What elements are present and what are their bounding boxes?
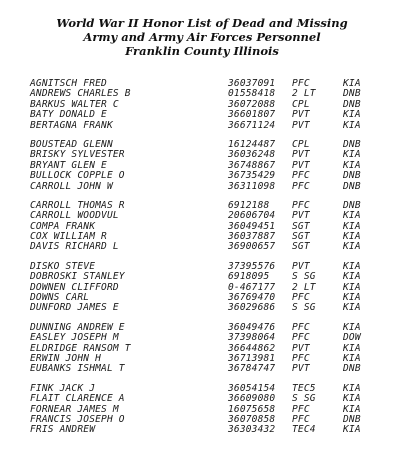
entry-name: ANDREWS CHARLES B (30, 88, 131, 100)
roster-group (30, 140, 390, 192)
entry-status: KIA (343, 321, 361, 333)
entry-serial: 36601807 (228, 109, 276, 121)
title-line-3: Franklin County Illinois (125, 44, 279, 58)
entry-name: FRANCIS JOSEPH O (30, 413, 125, 425)
roster-group (30, 323, 390, 375)
entry-serial: 36054154 (228, 382, 276, 394)
entry-status: KIA (343, 260, 361, 272)
entry-rank: PVT (292, 342, 310, 354)
entry-rank: SGT (292, 220, 310, 232)
entry-rank: PVT (292, 109, 310, 121)
roster-row (30, 394, 390, 404)
entry-rank: CPL (292, 98, 310, 110)
entry-status: KIA (343, 78, 361, 89)
entry-serial: 36049451 (228, 220, 276, 232)
entry-rank: PFC (292, 199, 310, 211)
entry-rank: TEC5 (292, 382, 316, 394)
entry-name: FINK JACK J (30, 382, 96, 394)
entry-status: DNB (343, 170, 361, 182)
entry-serial: 36748867 (228, 159, 276, 171)
entry-status: KIA (343, 159, 361, 171)
entry-status: KIA (343, 403, 361, 415)
entry-status: KIA (343, 149, 361, 161)
entry-status: DNB (343, 138, 361, 150)
entry-rank: PVT (292, 260, 310, 272)
entry-serial: 36049476 (228, 321, 276, 333)
entry-status: DNB (343, 180, 361, 192)
entry-name: ERWIN JOHN H (30, 352, 102, 364)
entry-serial: 36070858 (228, 413, 276, 425)
entry-name: FORNEAR JAMES M (30, 403, 119, 415)
entry-status: KIA (343, 109, 361, 121)
entry-rank: PFC (292, 332, 310, 344)
entry-name: COMPA FRANK (30, 220, 96, 232)
entry-serial: 36029686 (228, 302, 276, 314)
entry-status: DNB (343, 98, 361, 110)
entry-status: KIA (343, 424, 361, 436)
roster-row (30, 364, 390, 374)
entry-rank: PVT (292, 119, 310, 131)
entry-name: BERTAGNA FRANK (30, 119, 113, 131)
entry-status: KIA (343, 302, 361, 314)
entry-rank: PFC (292, 78, 310, 89)
entry-rank: PFC (292, 321, 310, 333)
entry-serial: 36311098 (228, 180, 276, 192)
entry-status: DNB (343, 363, 361, 375)
entry-status: DNB (343, 88, 361, 100)
entry-serial: 6912188 (228, 199, 270, 211)
entry-status: KIA (343, 210, 361, 222)
entry-name: BRISKY SYLVESTER (30, 149, 125, 161)
roster-row (30, 242, 390, 252)
entry-serial: 36037091 (228, 78, 276, 89)
entry-serial: 36037887 (228, 231, 276, 243)
entry-rank: SGT (292, 241, 310, 253)
entry-status: KIA (343, 231, 361, 243)
entry-serial: 37398064 (228, 332, 276, 344)
entry-status: KIA (343, 220, 361, 232)
entry-status: KIA (343, 382, 361, 394)
title-line-1: World War II Honor List of Dead and Missing (56, 16, 348, 30)
entry-rank: PVT (292, 159, 310, 171)
entry-status: KIA (343, 241, 361, 253)
entry-serial: 36769470 (228, 292, 276, 304)
entry-serial: 36609080 (228, 393, 276, 405)
entry-name: ELDRIDGE RANSOM T (30, 342, 131, 354)
entry-name: BOUSTEAD GLENN (30, 138, 113, 150)
entry-status: KIA (343, 292, 361, 304)
entry-serial: 16075658 (228, 403, 276, 415)
entry-name: EASLEY JOSEPH M (30, 332, 119, 344)
entry-serial: 36713981 (228, 352, 276, 364)
entry-status: KIA (343, 119, 361, 131)
entry-name: FRIS ANDREW (30, 424, 96, 436)
entry-name: CARROLL WOODVUL (30, 210, 119, 222)
entry-serial: 36644862 (228, 342, 276, 354)
entry-serial: 16124487 (228, 138, 276, 150)
roster-row (30, 182, 390, 192)
roster-row (30, 425, 390, 435)
entry-status: KIA (343, 342, 361, 354)
entry-rank: S SG (292, 302, 316, 314)
roster-group (30, 262, 390, 314)
title-line-2: Army and Army Air Forces Personnel (83, 30, 321, 44)
entry-name: FLAIT CLARENCE A (30, 393, 125, 405)
entry-name: COX WILLIAM R (30, 231, 107, 243)
entry-name: BARKUS WALTER C (30, 98, 119, 110)
entry-serial: 20606704 (228, 210, 276, 222)
roster-row (30, 171, 390, 181)
entry-rank: TEC4 (292, 424, 316, 436)
entry-status: KIA (343, 281, 361, 293)
entry-status: KIA (343, 352, 361, 364)
entry-rank: CPL (292, 138, 310, 150)
entry-name: DAVIS RICHARD L (30, 241, 119, 253)
entry-rank: PVT (292, 149, 310, 161)
entry-serial: 6918095 (228, 271, 270, 283)
entry-name: EUBANKS ISHMAL T (30, 363, 125, 375)
entry-name: BRYANT GLEN E (30, 159, 107, 171)
entry-status: KIA (343, 393, 361, 405)
entry-rank: 2 LT (292, 281, 316, 293)
entry-serial: 36303432 (228, 424, 276, 436)
entry-serial: 36072088 (228, 98, 276, 110)
entry-name: AGNITSCH FRED (30, 78, 107, 89)
entry-name: DOBROSKI STANLEY (30, 271, 125, 283)
entry-serial: 01558418 (228, 88, 276, 100)
entry-name: BATY DONALD E (30, 109, 107, 121)
entry-rank: PFC (292, 170, 310, 182)
entry-rank: PFC (292, 180, 310, 192)
entry-rank: PVT (292, 210, 310, 222)
document-title (0, 16, 404, 58)
entry-name: CARROLL THOMAS R (30, 199, 125, 211)
entry-name: DUNNING ANDREW E (30, 321, 125, 333)
entry-serial: 37395576 (228, 260, 276, 272)
entry-rank: PFC (292, 352, 310, 364)
entry-serial: 36900657 (228, 241, 276, 253)
entry-rank: PFC (292, 292, 310, 304)
entry-serial: 36735429 (228, 170, 276, 182)
entry-rank: 2 LT (292, 88, 316, 100)
entry-rank: SGT (292, 231, 310, 243)
entry-rank: PFC (292, 403, 310, 415)
entry-name: DISKO STEVE (30, 260, 96, 272)
entry-status: DOW (343, 332, 361, 344)
honor-roster (30, 79, 390, 445)
entry-status: DNB (343, 199, 361, 211)
entry-name: DUNFORD JAMES E (30, 302, 119, 314)
roster-group (30, 201, 390, 253)
entry-name: DOWNS CARL (30, 292, 90, 304)
entry-name: BULLOCK COPPLE O (30, 170, 125, 182)
roster-row (30, 303, 390, 313)
entry-serial: 36671124 (228, 119, 276, 131)
entry-status: DNB (343, 413, 361, 425)
roster-row (30, 121, 390, 131)
entry-serial: 0-467177 (228, 281, 276, 293)
roster-group (30, 79, 390, 131)
roster-row (30, 110, 390, 120)
entry-serial: 36036248 (228, 149, 276, 161)
entry-rank: S SG (292, 393, 316, 405)
entry-name: DOWNEN CLIFFORD (30, 281, 119, 293)
roster-group (30, 384, 390, 436)
entry-rank: PVT (292, 363, 310, 375)
entry-name: CARROLL JOHN W (30, 180, 113, 192)
entry-rank: PFC (292, 413, 310, 425)
entry-status: KIA (343, 271, 361, 283)
entry-serial: 36784747 (228, 363, 276, 375)
entry-rank: S SG (292, 271, 316, 283)
